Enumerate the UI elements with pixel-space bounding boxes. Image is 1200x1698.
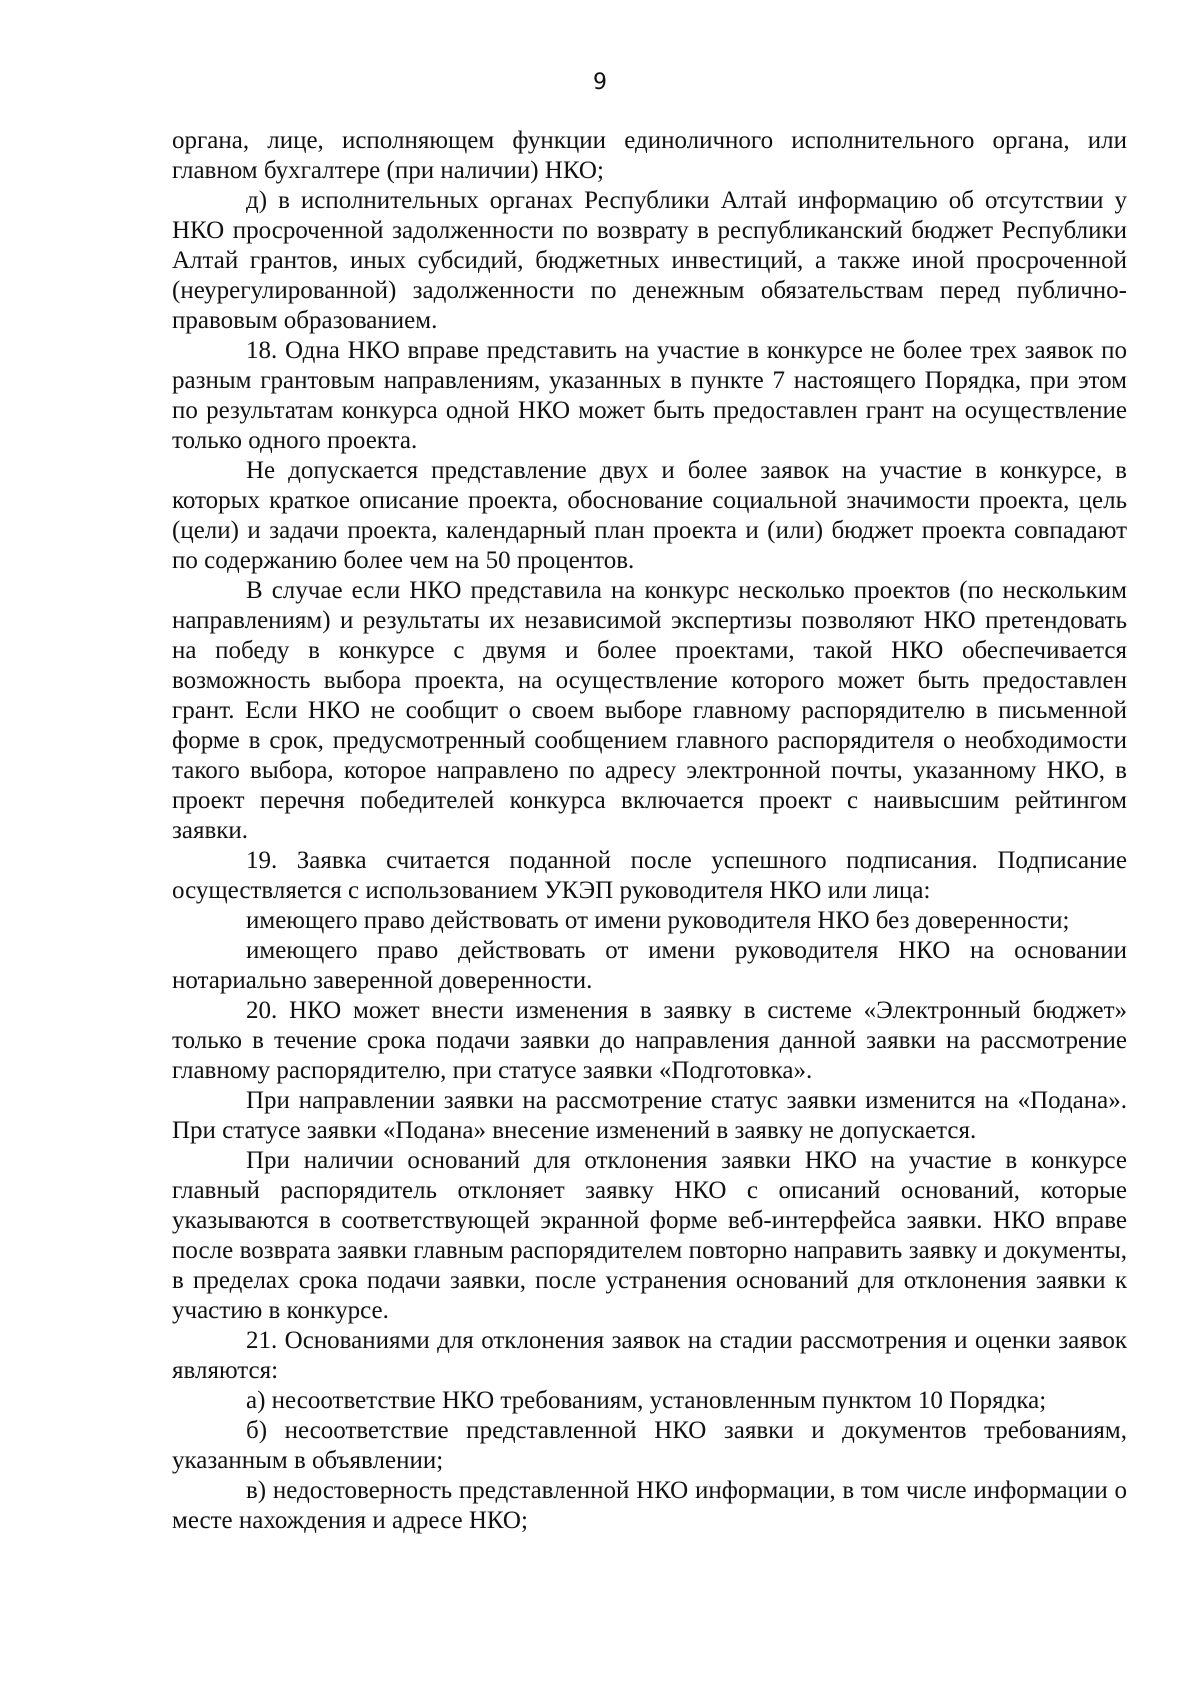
paragraph: имеющего право действовать от имени руководителя НКО на основании нотариально заверенной доверенности. [172,937,1127,994]
paragraph: имеющего право действовать от имени руководителя НКО без доверенности; [246,907,1070,934]
paragraph: При наличии оснований для отклонения заявки НКО на участие в конкурсе главный распорядитель отклоняет заявку НКО с описаний оснований, которые указываются в соответствующей экранной форме веб-интерфейса заявки. НКО вправе после возврата заявки главным распорядителем повторно направить заявку и документы, в пределах срока подачи заявки, после устранения оснований для отклонения заявки к участию в конкурсе. [172,1147,1127,1324]
paragraph: в) недостоверность представленной НКО информации, в том числе информации о месте нахождения и адресе НКО; [172,1477,1127,1534]
paragraph: д) в исполнительных органах Республики Алтай информацию об отсутствии у НКО просроченной задолженности по возврату в республиканский бюджет Республики Алтай грантов, иных субсидий, бюджетных инвестиций, а также иной просроченной (неурегулированной) задолженности по денежным обязательствам перед публично-правовым образованием. [172,187,1127,334]
paragraph: 19. Заявка считается поданной после успешного подписания. Подписание осуществляется с использованием УКЭП руководителя НКО или лица: [172,847,1127,904]
paragraph: 21. Основаниями для отклонения заявок на стадии рассмотрения и оценки заявок являются: [172,1327,1127,1384]
paragraph: 18. Одна НКО вправе представить на участие в конкурсе не более трех заявок по разным грантовым направлениям, указанных в пункте 7 настоящего Порядка, при этом по результатам конкурса одной НКО может быть предоставлен грант на осуществление только одного проекта. [172,337,1127,454]
paragraph: 20. НКО может внести изменения в заявку в системе «Электронный бюджет» только в течение срока подачи заявки до направления данной заявки на рассмотрение главному распорядителю, при статусе заявки «Подготовка». [172,997,1127,1084]
paragraph: Не допускается представление двух и более заявок на участие в конкурсе, в которых краткое описание проекта, обоснование социальной значимости проекта, цель (цели) и задачи проекта, календарный план проекта и (или) бюджет проекта совпадают по содержанию более чем на 50 процентов. [172,457,1127,574]
paragraph: а) несоответствие НКО требованиям, установленным пунктом 10 Порядка; [246,1387,1047,1414]
page-number: 9 [593,70,607,95]
paragraph: органа, лице, исполняющем функции единоличного исполнительного органа, или главном бухгалтере (при наличии) НКО; [172,127,1127,184]
paragraph: При направлении заявки на рассмотрение статус заявки изменится на «Подана». При статусе заявки «Подана» внесение изменений в заявку не допускается. [172,1087,1127,1144]
paragraph: В случае если НКО представила на конкурс несколько проектов (по нескольким направлениям) и результаты их независимой экспертизы позволяют НКО претендовать на победу в конкурсе с двумя и более проектами, такой НКО обеспечивается возможность выбора проекта, на осуществление которого может быть предоставлен грант. Если НКО не сообщит о своем выборе главному распорядителю в письменной форме в срок, предусмотренный сообщением главного распорядителя о необходимости такого выбора, которое направлено по адресу электронной почты, указанному НКО, в проект перечня победителей конкурса включается проект с наивысшим рейтингом заявки. [172,577,1127,844]
document-body [172,126,1127,1536]
paragraph: б) несоответствие представленной НКО заявки и документов требованиям, указанным в объявлении; [172,1417,1127,1474]
